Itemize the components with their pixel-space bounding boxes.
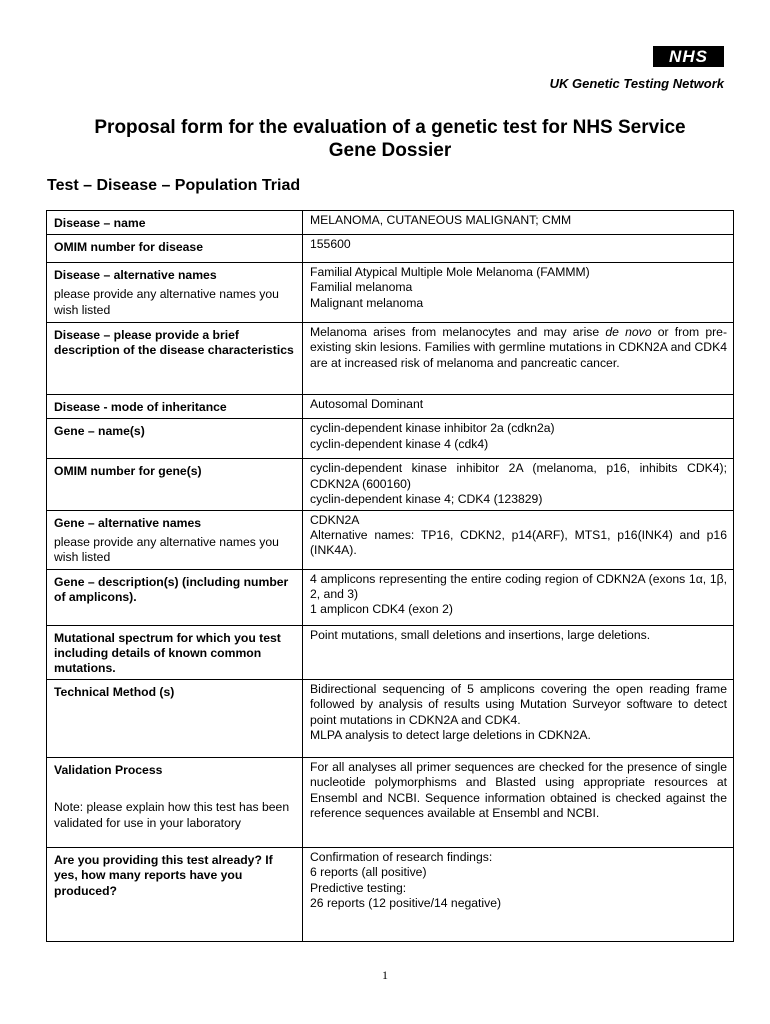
table-row bbox=[47, 680, 734, 758]
row-label: Disease – name bbox=[47, 211, 303, 235]
row-answer: Autosomal Dominant bbox=[303, 395, 734, 419]
title-line-1: Proposal form for the evaluation of a genetic test for NHS Service bbox=[94, 117, 686, 138]
row-answer: Melanoma arises from melanocytes and may arise de novo or from pre-existing skin lesions. Families with germline mutations in CDKN2A and CDK4 are at increased risk of melanoma and pancreatic cancer. bbox=[303, 323, 734, 395]
row-label: Gene – alternative names please provide any alternative names you wish listed bbox=[47, 511, 303, 570]
table-row bbox=[47, 625, 734, 680]
dossier-table bbox=[46, 210, 734, 942]
row-answer: CDKN2A Alternative names: TP16, CDKN2, p14(ARF), MTS1, p16(INK4) and p16 (INK4A). bbox=[303, 511, 734, 570]
row-answer: Confirmation of research findings: 6 reports (all positive) Predictive testing: 26 reports (12 positive/14 negative) bbox=[303, 848, 734, 942]
table-row bbox=[47, 235, 734, 263]
row-answer: Point mutations, small deletions and insertions, large deletions. bbox=[303, 625, 734, 680]
table-row bbox=[47, 848, 734, 942]
row-note: Note: please explain how this test has been validated for use in your laboratory bbox=[54, 800, 290, 830]
row-answer: cyclin-dependent kinase inhibitor 2a (cdkn2a) cyclin-dependent kinase 4 (cdk4) bbox=[303, 419, 734, 459]
row-answer: 155600 bbox=[303, 235, 734, 263]
table-row bbox=[47, 263, 734, 323]
title-line-2: Gene Dossier bbox=[328, 140, 452, 161]
row-label: OMIM number for disease bbox=[47, 235, 303, 263]
table-row bbox=[47, 459, 734, 511]
row-hint: please provide any alternative names you wish listed bbox=[54, 287, 279, 317]
row-label: Are you providing this test already? If yes, how many reports have you produced? bbox=[47, 848, 303, 942]
table-row bbox=[47, 569, 734, 625]
page-title bbox=[40, 116, 740, 162]
table-row bbox=[47, 419, 734, 459]
table-row bbox=[47, 323, 734, 395]
row-label: OMIM number for gene(s) bbox=[47, 459, 303, 511]
table-row bbox=[47, 511, 734, 570]
row-label: Technical Method (s) bbox=[47, 680, 303, 758]
network-name: UK Genetic Testing Network bbox=[549, 76, 724, 91]
row-hint: please provide any alternative names you wish listed bbox=[54, 535, 279, 565]
row-answer: Familial Atypical Multiple Mole Melanoma (FAMMM) Familial melanoma Malignant melanoma bbox=[303, 263, 734, 323]
row-label: Mutational spectrum for which you test including details of known common mutations. bbox=[47, 625, 303, 680]
row-label: Validation Process Note: please explain how this test has been validated for use in your laboratory bbox=[47, 758, 303, 848]
row-label: Disease – please provide a brief description of the disease characteristics bbox=[47, 323, 303, 395]
row-label: Disease – alternative names please provide any alternative names you wish listed bbox=[47, 263, 303, 323]
row-answer: cyclin-dependent kinase inhibitor 2A (melanoma, p16, inhibits CDK4); CDKN2A (600160) cyclin-dependent kinase 4; CDK4 (123829) bbox=[303, 459, 734, 511]
row-label: Gene – description(s) (including number of amplicons). bbox=[47, 569, 303, 625]
section-title: Test – Disease – Population Triad bbox=[47, 177, 301, 194]
row-answer: 4 amplicons representing the entire coding region of CDKN2A (exons 1α, 1β, 2, and 3) 1 amplicon CDK4 (exon 2) bbox=[303, 569, 734, 625]
row-label: Disease - mode of inheritance bbox=[47, 395, 303, 419]
page-number: 1 bbox=[382, 968, 388, 982]
table-row bbox=[47, 758, 734, 848]
row-label: Gene – name(s) bbox=[47, 419, 303, 459]
row-answer: MELANOMA, CUTANEOUS MALIGNANT; CMM bbox=[303, 211, 734, 235]
row-answer: For all analyses all primer sequences are checked for the presence of single nucleotide polymorphisms and Blasted using appropriate resources at Ensembl and NCBI. Sequence information obtained is checked against the reference sequences available at Ensembl and NCBI. bbox=[303, 758, 734, 848]
table-row bbox=[47, 211, 734, 235]
nhs-logo: NHS bbox=[653, 46, 724, 67]
row-answer: Bidirectional sequencing of 5 amplicons covering the open reading frame followed by analysis of results using Mutation Surveyor software to detect point mutations in CDKN2A and CDK4. MLPA analysis to detect large deletions in CDKN2A. bbox=[303, 680, 734, 758]
table-row bbox=[47, 395, 734, 419]
